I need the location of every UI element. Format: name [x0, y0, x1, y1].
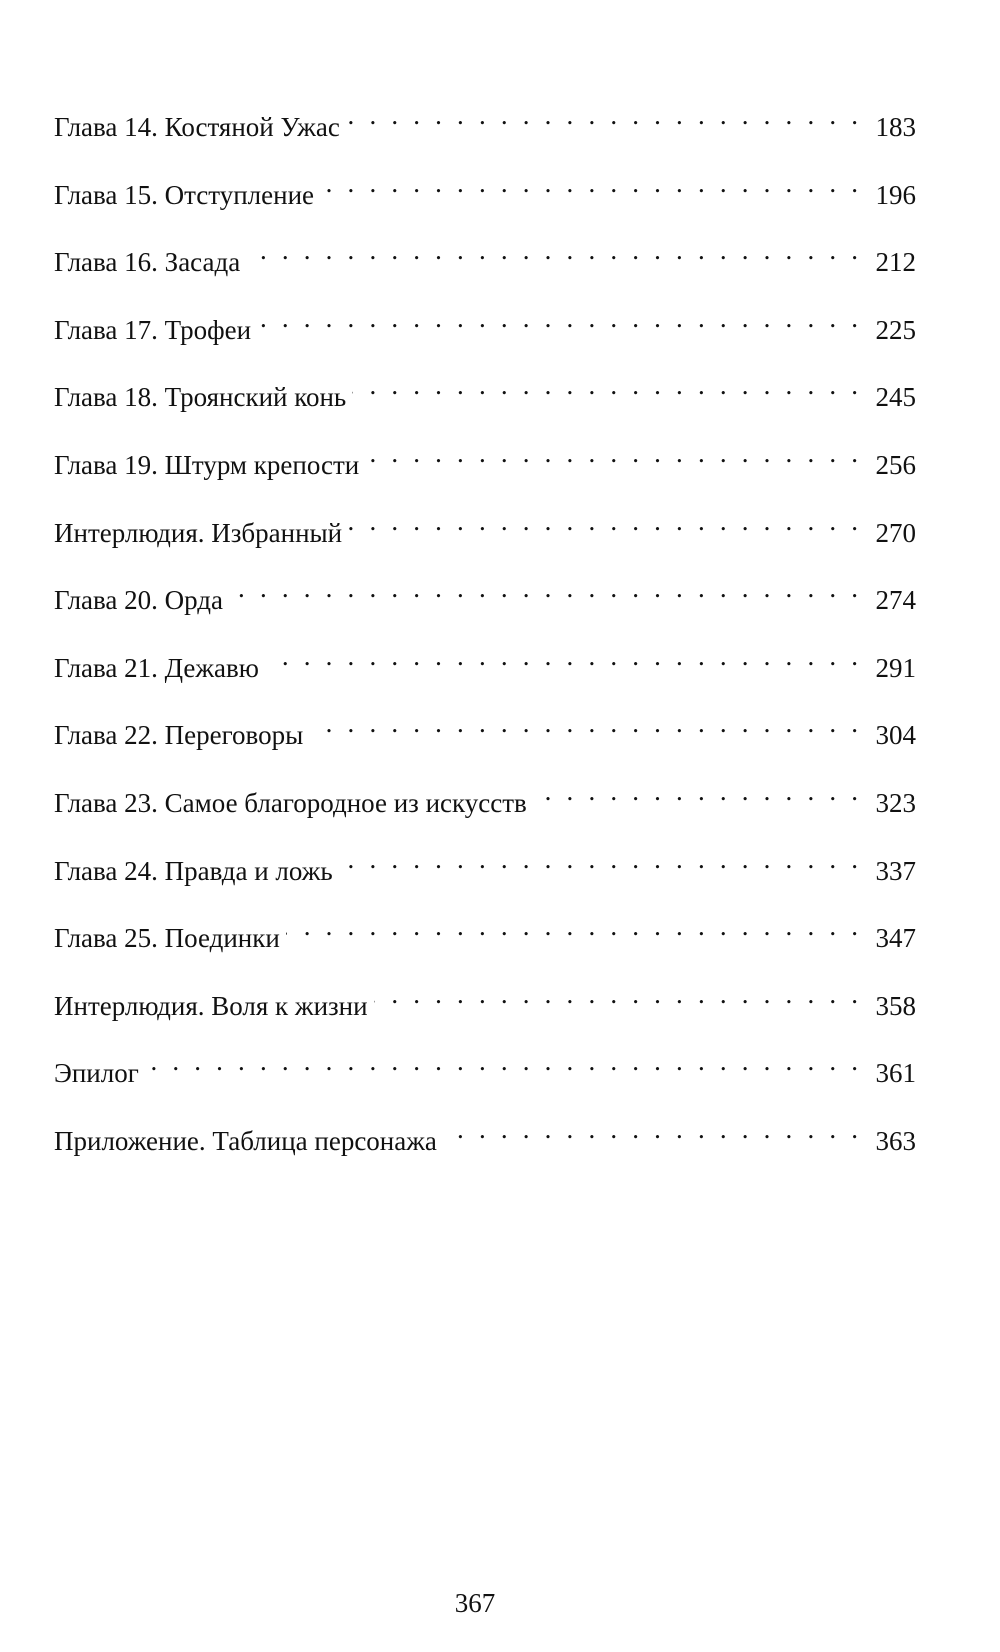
toc-entry-ch16[interactable] [54, 231, 916, 299]
toc-entry-appendix[interactable] [54, 1110, 916, 1178]
toc-entry-ch18[interactable] [54, 366, 916, 434]
toc-entry-page: 337 [875, 855, 916, 886]
toc-entry-ch14[interactable] [54, 96, 916, 164]
toc-entry-page: 347 [875, 923, 916, 954]
toc-entry-ch20[interactable] [54, 569, 916, 637]
toc-entry-title: Глава 16. Засада [54, 247, 241, 278]
toc-entry-page: 323 [875, 787, 916, 818]
toc-entry-ch17[interactable] [54, 299, 916, 367]
toc-entry-ch21[interactable] [54, 637, 916, 705]
dot-leader [229, 568, 858, 608]
dot-leader [339, 839, 858, 879]
toc-entry-title: Глава 14. Костяной Ужас [54, 112, 340, 142]
toc-entry-page: 212 [875, 247, 916, 278]
toc-entry-title: Глава 15. Отступление [54, 179, 315, 210]
toc-entry-title: Глава 17. Трофеи [54, 314, 252, 345]
dot-leader [320, 163, 858, 203]
toc-entry-title: Глава 19. Штурм крепости [54, 449, 360, 480]
dot-leader [346, 95, 858, 135]
page-number: 367 [454, 1588, 496, 1618]
toc-entry-ch23[interactable] [54, 772, 916, 840]
toc-entry-title: Глава 20. Орда [54, 585, 224, 616]
toc-entry-ch15[interactable] [54, 164, 916, 232]
dot-leader [309, 703, 858, 743]
dot-leader [246, 230, 858, 270]
toc-entry-title: Интерлюдия. Избранный [54, 517, 343, 548]
toc-entry-title: Эпилог [54, 1058, 139, 1089]
dot-leader [265, 636, 858, 676]
dot-leader [374, 974, 858, 1014]
toc-entry-title: Глава 22. Переговоры [54, 720, 304, 751]
toc-entry-page: 291 [875, 652, 916, 683]
toc-entry-page: 256 [875, 449, 916, 480]
toc-entry-epilogue[interactable] [54, 1042, 916, 1110]
toc-entry-page: 274 [875, 585, 916, 616]
dot-leader [365, 433, 858, 473]
toc-entry-page: 270 [875, 517, 916, 548]
toc-entry-page: 245 [875, 382, 916, 413]
toc-entry-page: 363 [875, 1125, 916, 1156]
toc-entry-ch22[interactable] [54, 704, 916, 772]
dot-leader [145, 1041, 858, 1081]
dot-leader [352, 365, 858, 405]
toc-entry-ch25[interactable] [54, 907, 916, 975]
toc-entry-page: 361 [875, 1058, 916, 1089]
dot-leader [443, 1109, 858, 1149]
toc-entry-title: Глава 21. Дежавю [54, 652, 259, 683]
dot-leader [533, 771, 858, 811]
toc-entry-page: 183 [875, 112, 916, 142]
toc-entry-ch19[interactable] [54, 434, 916, 502]
toc-entry-page: 196 [875, 179, 916, 210]
toc-entry-page: 304 [875, 720, 916, 751]
toc-entry-page: 225 [875, 314, 916, 345]
toc-entry-title: Глава 23. Самое благородное из искусств [54, 787, 527, 818]
toc-entry-interlude-chosen[interactable] [54, 502, 916, 570]
table-of-contents [54, 96, 916, 1178]
toc-entry-interlude-will-to-live[interactable] [54, 975, 916, 1043]
toc-entry-title: Глава 25. Поединки [54, 923, 280, 954]
dot-leader [257, 298, 858, 338]
toc-entry-title: Приложение. Таблица персонажа [54, 1125, 437, 1156]
toc-entry-title: Интерлюдия. Воля к жизни [54, 990, 368, 1021]
toc-entry-title: Глава 24. Правда и ложь [54, 855, 333, 886]
toc-entry-ch24[interactable] [54, 840, 916, 908]
dot-leader [286, 906, 858, 946]
toc-entry-title: Глава 18. Троянский конь [54, 382, 347, 413]
dot-leader [348, 501, 858, 541]
toc-entry-page: 358 [875, 990, 916, 1021]
